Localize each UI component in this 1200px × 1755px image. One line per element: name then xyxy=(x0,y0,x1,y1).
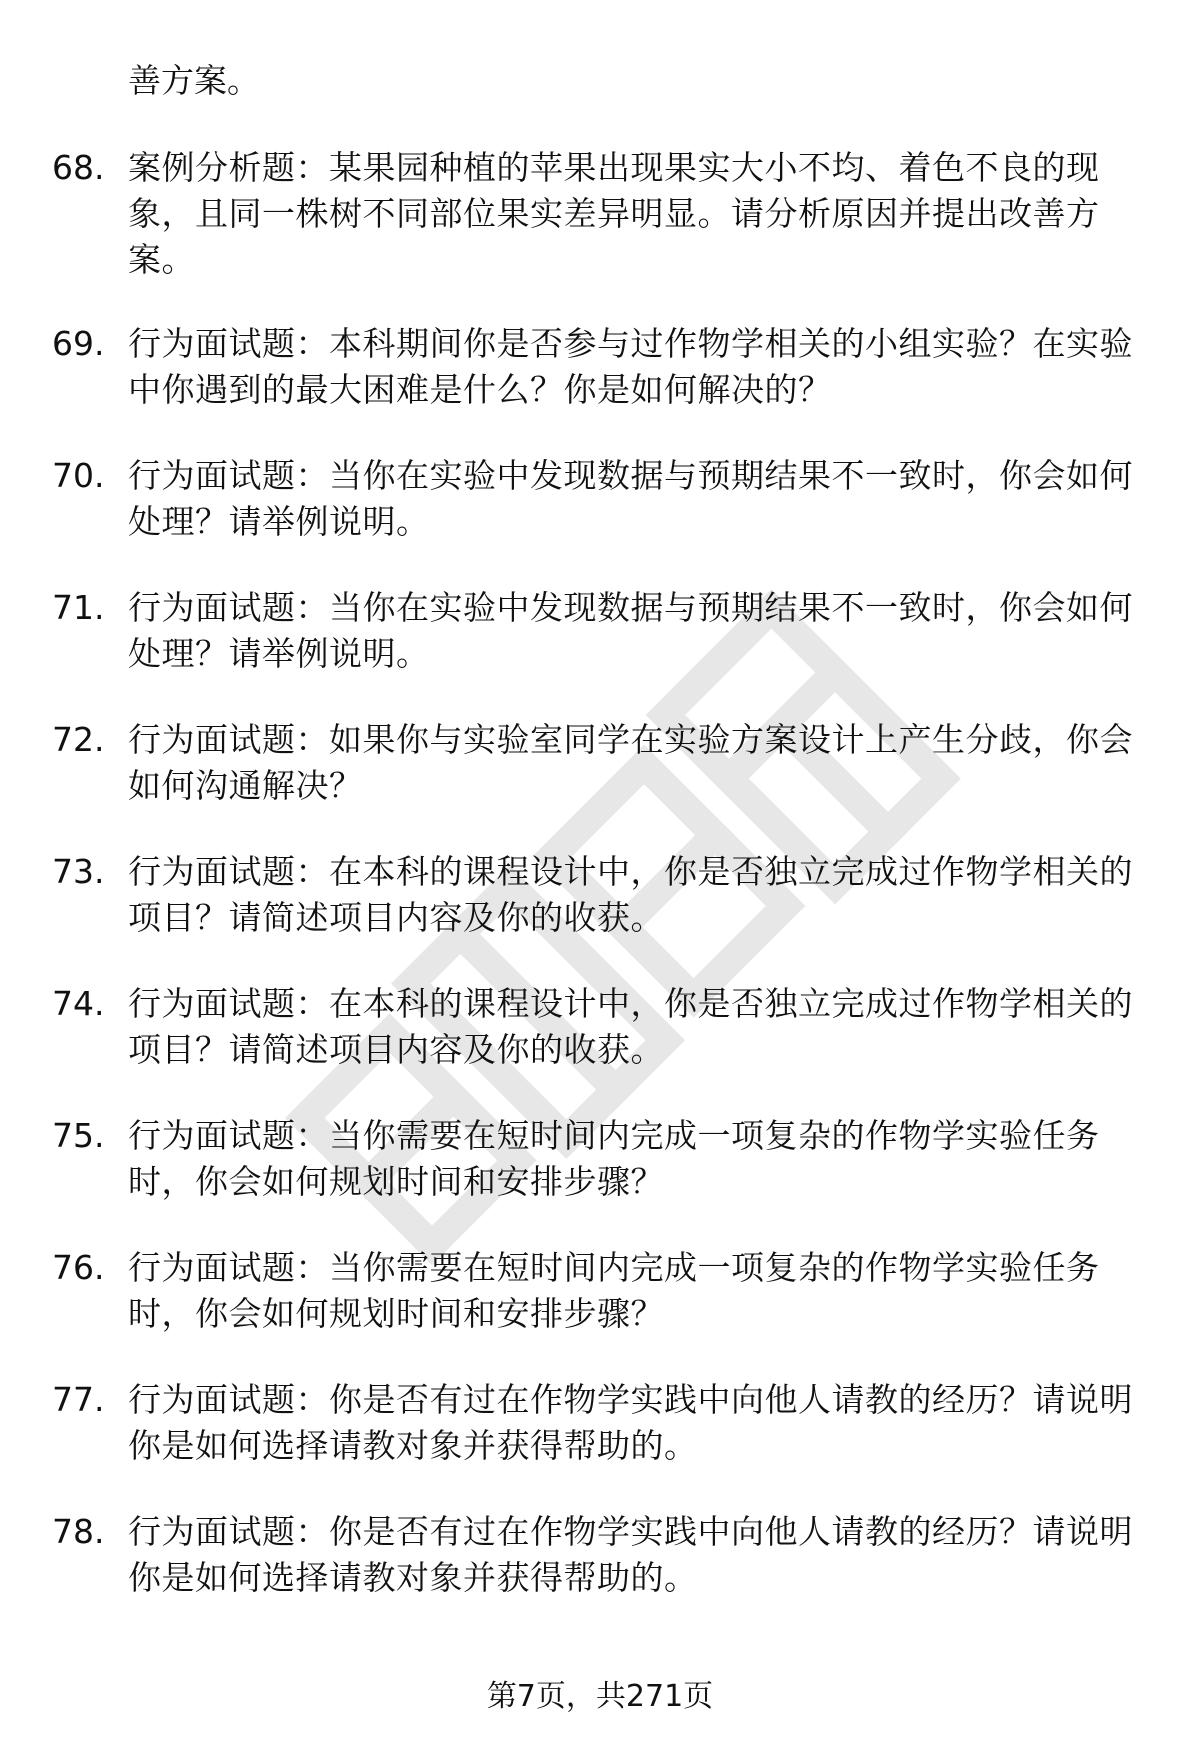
list-item xyxy=(0,453,1200,585)
list-item xyxy=(0,849,1200,981)
question-list xyxy=(0,145,1200,1641)
page-indicator: 第7页，共271页 xyxy=(486,1679,714,1714)
question-text: 行为面试题：你是否有过在作物学实践中向他人请教的经历？请说明你是如何选择请教对象并获得帮助的。 xyxy=(128,1512,1133,1597)
question-number: 71. xyxy=(52,588,105,627)
list-item xyxy=(0,1245,1200,1377)
question-number: 72. xyxy=(52,720,105,759)
question-text: 案例分析题：某果园种植的苹果出现果实大小不均、着色不良的现象，且同一株树不同部位果实差异明显。请分析原因并提出改善方案。 xyxy=(128,148,1100,279)
list-item xyxy=(0,145,1200,321)
question-text: 行为面试题：当你在实验中发现数据与预期结果不一致时，你会如何处理？请举例说明。 xyxy=(128,588,1133,673)
question-number: 76. xyxy=(52,1248,105,1287)
question-text: 行为面试题：本科期间你是否参与过作物学相关的小组实验？在实验中你遇到的最大困难是什么？你是如何解决的？ xyxy=(128,324,1133,409)
continuation-text: 善方案。 xyxy=(128,61,260,100)
question-number: 68. xyxy=(52,148,105,187)
list-item xyxy=(0,585,1200,717)
question-text: 行为面试题：当你需要在短时间内完成一项复杂的作物学实验任务时，你会如何规划时间和安排步骤？ xyxy=(128,1248,1100,1333)
question-number: 70. xyxy=(52,456,105,495)
question-number: 74. xyxy=(52,984,105,1023)
question-number: 78. xyxy=(52,1512,105,1551)
question-text: 行为面试题：当你需要在短时间内完成一项复杂的作物学实验任务时，你会如何规划时间和安排步骤？ xyxy=(128,1116,1100,1201)
question-number: 75. xyxy=(52,1116,105,1155)
question-text: 行为面试题：在本科的课程设计中，你是否独立完成过作物学相关的项目？请简述项目内容及你的收获。 xyxy=(128,852,1133,937)
question-text: 行为面试题：你是否有过在作物学实践中向他人请教的经历？请说明你是如何选择请教对象并获得帮助的。 xyxy=(128,1380,1133,1465)
question-text: 行为面试题：当你在实验中发现数据与预期结果不一致时，你会如何处理？请举例说明。 xyxy=(128,456,1133,541)
list-item xyxy=(0,1113,1200,1245)
question-number: 77. xyxy=(52,1380,105,1419)
question-text: 行为面试题：在本科的课程设计中，你是否独立完成过作物学相关的项目？请简述项目内容及你的收获。 xyxy=(128,984,1133,1069)
question-number: 69. xyxy=(52,324,105,363)
question-number: 73. xyxy=(52,852,105,891)
list-item xyxy=(0,321,1200,453)
question-text: 行为面试题：如果你与实验室同学在实验方案设计上产生分歧，你会如何沟通解决？ xyxy=(128,720,1133,805)
list-item xyxy=(0,1509,1200,1641)
list-item xyxy=(0,717,1200,849)
list-item xyxy=(0,981,1200,1113)
list-item xyxy=(0,1377,1200,1509)
